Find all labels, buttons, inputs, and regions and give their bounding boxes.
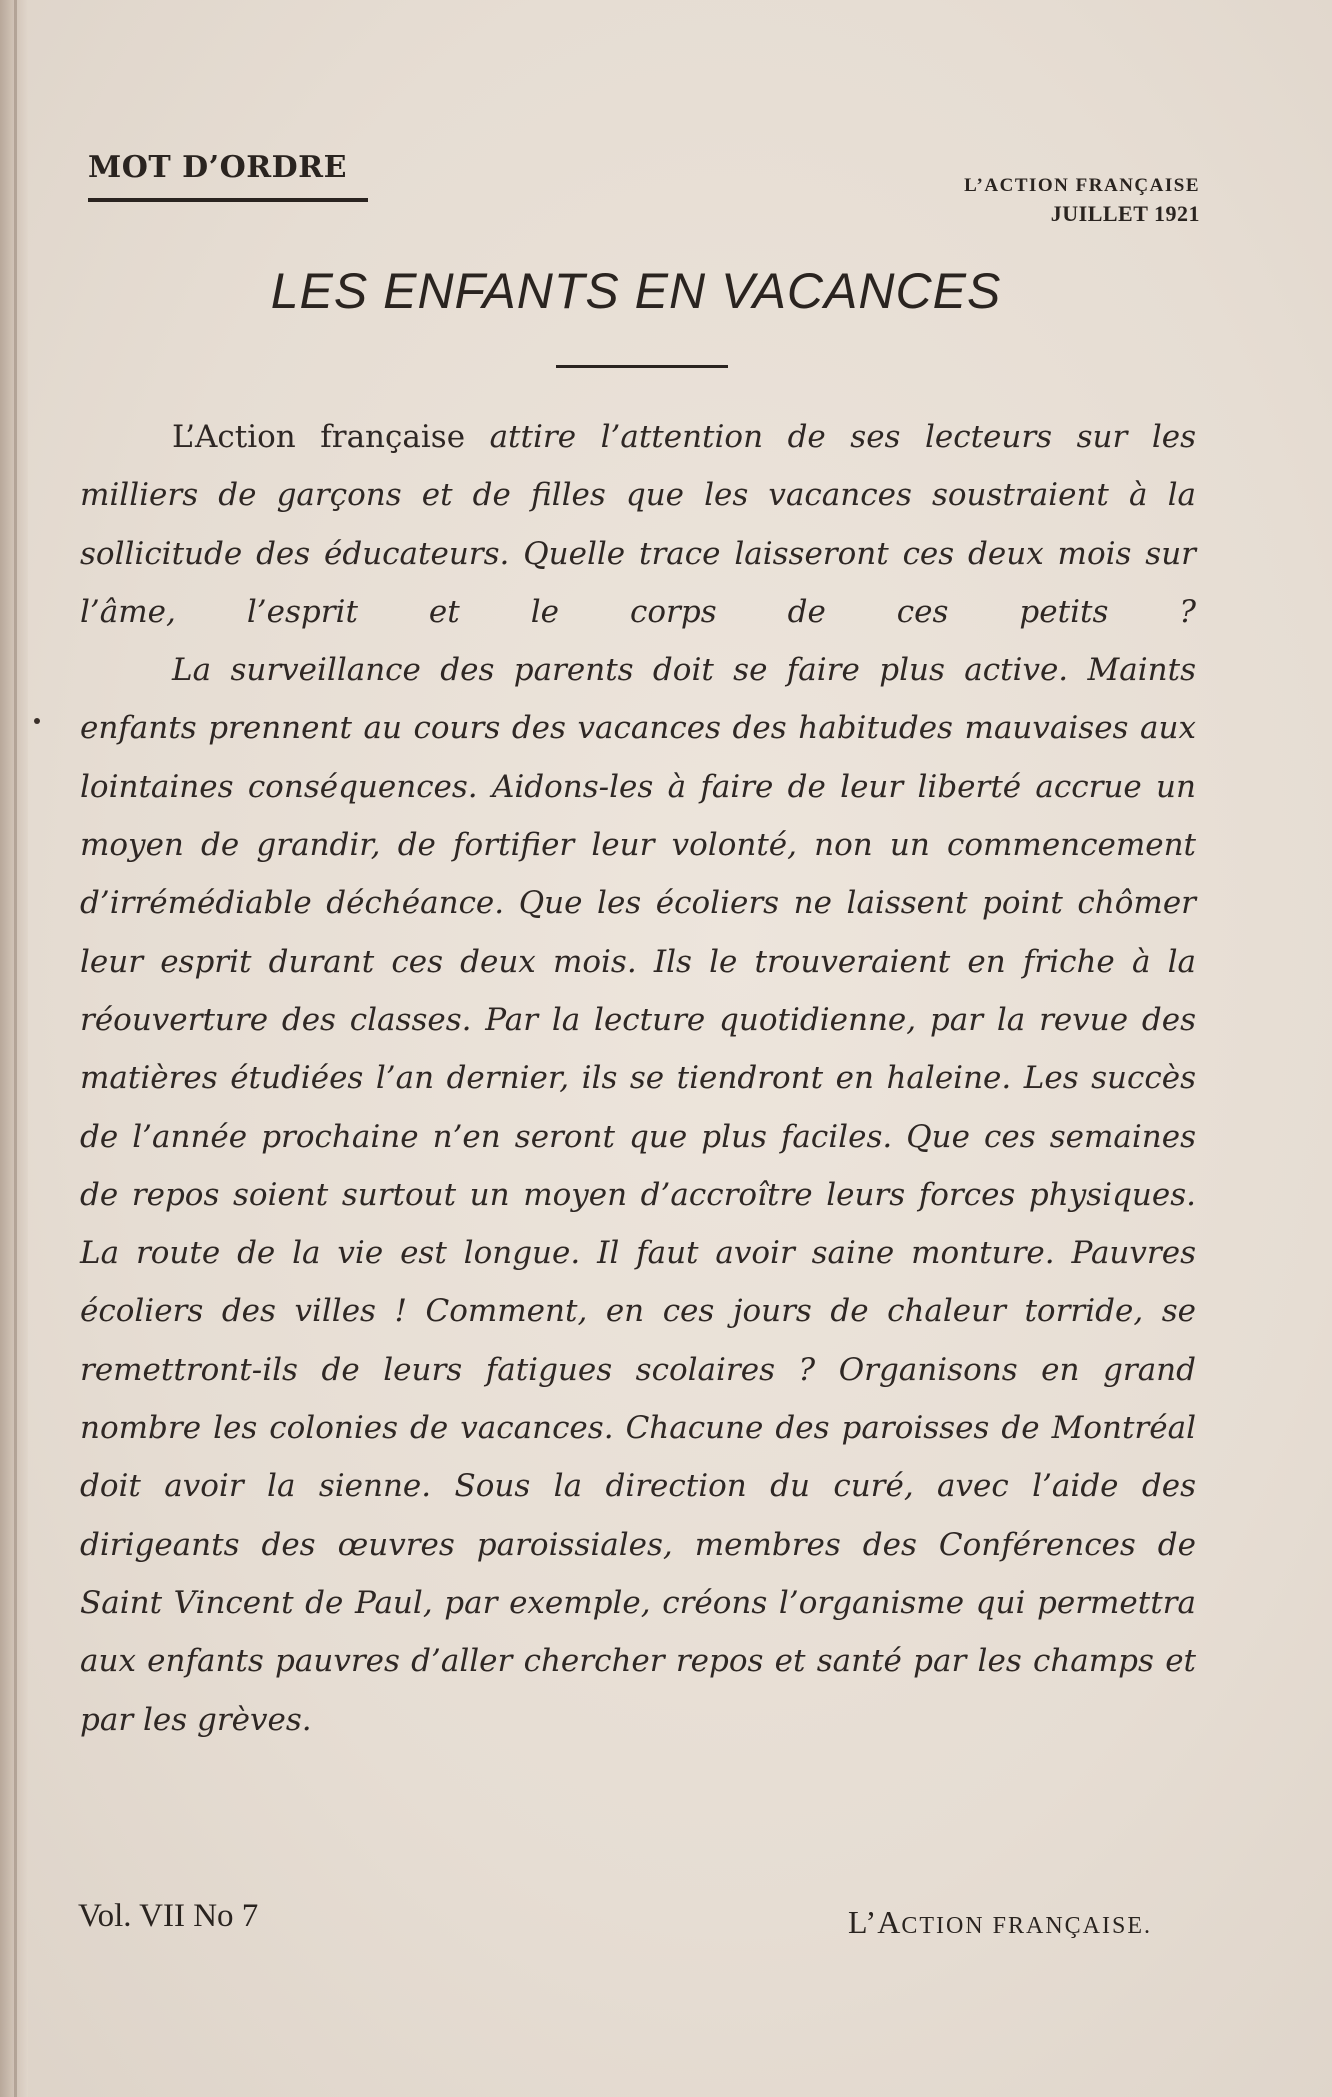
article-body — [80, 408, 1196, 1749]
section-label-underline — [88, 198, 368, 202]
margin-speck — [34, 718, 40, 724]
paragraph-1-text: attire l’attention de ses lecteurs sur les milliers de garçons et de filles que les vacances soustraient à la sollicitude des éducateurs. Quelle trace laisseront ces deux mois sur l’âme, l’esprit et le corps de ces petits ? — [80, 419, 1197, 630]
publisher-initial: L’A — [847, 1904, 902, 1940]
journal-name: L’ACTION FRANÇAISE — [964, 175, 1200, 196]
section-label: MOT D’ORDRE — [88, 150, 347, 185]
paragraph-2: La surveillance des parents doit se faire plus active. Maints enfants prennent au cours des vacances des habitudes mauvaises aux lointaines conséquences. Aidons-les à faire de leur liberté accrue un moyen de grandir, de fortifier leur volonté, non un commencement d’irrémédiable déchéance. Que les écoliers ne laissent point chômer leur esprit durant ces deux mois. Ils le trouveraient en friche à la réouverture des classes. Par la lecture quotidienne, par la revue des matières étudiées l’an dernier, ils se tiendront en haleine. Les succès de l’année prochaine n’en seront que plus faciles. Que ces semaines de repos soient surtout un moyen d’accroître leurs forces physiques. La route de la vie est longue. Il faut avoir saine monture. Pauvres écoliers des villes ! Comment, en ces jours de chaleur torride, se remettront-ils de leurs fatigues scolaires ? Organisons en grand nombre les colonies de vacances. Chacune des paroisses de Montréal doit avoir la sienne. Sous la direction du curé, avec l’aide des dirigeants des œuvres paroissiales, membres des Conférences de Saint Vincent de Paul, par exemple, créons l’organisme qui permettra aux enfants pauvres d’aller chercher repos et santé par les champs et par les grèves. — [80, 652, 1196, 1738]
issue-date: JUILLET 1921 — [1050, 201, 1200, 226]
journal-name-inline: L’Action française — [172, 419, 466, 455]
article-title: LES ENFANTS EN VACANCES — [270, 263, 1002, 319]
footer-publisher — [848, 1904, 1152, 1941]
paragraph-1 — [80, 408, 1196, 641]
title-divider — [556, 365, 728, 368]
publisher-rest: CTION FRANÇAISE. — [901, 1913, 1152, 1939]
journal-header — [964, 172, 1200, 228]
volume-number: Vol. VII No 7 — [78, 1898, 259, 1934]
